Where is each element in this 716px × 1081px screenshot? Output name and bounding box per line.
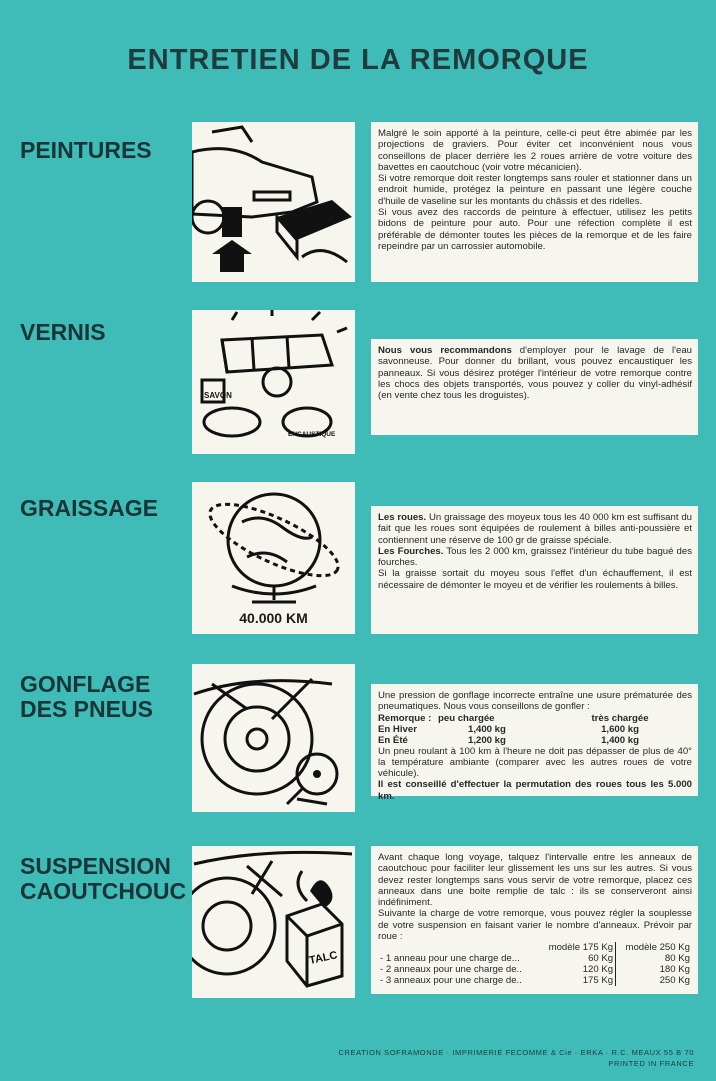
heading-peintures: PEINTURES xyxy=(20,137,152,163)
text-suspension xyxy=(371,846,698,994)
table-cell: 1,400 kg xyxy=(601,734,639,746)
footer-printed: PRINTED IN FRANCE xyxy=(608,1059,694,1068)
encaustique-label: ENCAUSTIQUE xyxy=(288,431,336,438)
table-cell: 60 Kg xyxy=(588,953,614,965)
footer-credits: CREATION SOFRAMONDE · IMPRIMERIE FECOMME & Cie · ERKA · R.C. MEAUX 55 B 70 xyxy=(338,1048,694,1057)
heading-line: CAOUTCHOUC xyxy=(20,878,187,904)
table-cell: - 2 anneaux pour une charge de.. xyxy=(380,964,522,976)
paragraph: Malgré le soin apporté à la peinture, celle-ci peut être abimée par les projections de graviers. Pour éviter cet inconvénient nous vous conseillons de placer derrière les 2 roues arrière de votre voiture des bavettes en caoutchouc (voir votre mécanicien). xyxy=(378,128,692,173)
vernis-text: d'employer pour le lavage de l'eau savonneuse. Pour donner du brillant, vous pouvez encaustiquer les panneaux. Si vous désirez protéger l'intérieur de votre remorque contre les chocs des objets transportés, vous pouvez y coller du vinyl-adhésif (en vente chez tous les droguistes). xyxy=(378,345,692,402)
table-head: modèle 175 Kg xyxy=(548,942,614,954)
heading-line: SUSPENSION xyxy=(20,853,171,879)
paragraph: Avant chaque long voyage, talquez l'intervalle entre les anneaux de caoutchouc pour faciliter leur glissement les uns sur les autres. Si vous devez rester longtemps sans vous servir de votre remorque, placez ces anneaux dans une boite remplie de talc : ils se conserveront ainsi indéfiniment. xyxy=(378,852,692,909)
illustration-suspension-talc xyxy=(192,846,355,998)
rings-table xyxy=(378,942,692,986)
km-label: 40.000 KM xyxy=(239,610,308,626)
table-head: peu chargée xyxy=(438,712,495,724)
illustration-tire-gauge xyxy=(192,664,355,812)
illustration-trailer-washing xyxy=(192,310,355,454)
paragraph xyxy=(378,546,692,569)
table-row xyxy=(378,724,692,735)
table-cell xyxy=(378,942,539,953)
table-cell: 120 Kg xyxy=(582,964,614,976)
text-gonflage xyxy=(371,684,698,802)
paragraph: Suivante la charge de votre remorque, vous pouvez régler la souplesse de votre suspension en faisant varier le nombre d'anneaux. Prévoir par roue : xyxy=(378,908,692,943)
text-graissage xyxy=(371,506,698,634)
vernis-lead: Nous vous recommandons xyxy=(378,345,512,356)
trailer-icon xyxy=(192,310,355,454)
roues-lead: Les roues. xyxy=(378,512,427,523)
table-row xyxy=(378,964,692,975)
section-vernis xyxy=(0,306,716,456)
table-cell: 250 Kg xyxy=(616,975,692,986)
table-head: modèle 250 Kg xyxy=(616,942,692,953)
tire-gauge-icon xyxy=(192,664,355,812)
table-cell: 80 Kg xyxy=(616,953,692,964)
heading-vernis: VERNIS xyxy=(20,319,106,345)
suspension-icon xyxy=(192,846,355,998)
paragraph xyxy=(378,512,692,546)
illustration-globe xyxy=(192,482,355,634)
roues-text: Un graissage des moyeux tous les 40 000 km est suffisant du fait que les roues sont équipées de roulement à billes anti-poussière et contiennent une réserve de 100 gr de graisse spéciale. xyxy=(378,512,693,546)
page-title: ENTRETIEN DE LA REMORQUE xyxy=(127,44,589,76)
paragraph: Si la graisse sortait du moyeu sous l'effet d'un échauffement, il est nécessaire de démonter le moyeu et de vérifier les roulements à billes. xyxy=(378,568,692,591)
car-icon xyxy=(192,122,355,282)
section-suspension xyxy=(0,842,716,1002)
heading-suspension xyxy=(20,854,186,904)
table-head: très chargée xyxy=(591,712,649,724)
pressure-table xyxy=(378,713,692,746)
heading-line: DES PNEUS xyxy=(20,696,153,722)
table-head: Remorque : xyxy=(378,712,432,724)
table-row xyxy=(378,975,692,986)
table-cell: - 3 anneaux pour une charge de.. xyxy=(380,975,522,987)
text-peintures xyxy=(371,122,698,282)
paragraph: Si vous avez des raccords de peinture à effectuer, utilisez les petits bidons de peinture pour auto. Pour une réfection complète il est préférable de démonter toutes les pièces de la remorque et de les faire repeindre par un carrossier automobile. xyxy=(378,207,692,252)
paragraph: Si votre remorque doit rester longtemps sans rouler et stationner dans un endroit humide, protégez la peinture en passant une légère couche d'huile de vaseline sur les montants du châssis et des ridelles. xyxy=(378,173,692,207)
table-cell: En Été xyxy=(378,734,408,746)
paragraph: Il est conseillé d'effectuer la permutation des roues tous les 5.000 km. xyxy=(378,779,692,802)
table-cell: 180 Kg xyxy=(616,964,692,975)
section-gonflage xyxy=(0,660,716,820)
footer xyxy=(338,1047,694,1069)
savon-label: SAVON xyxy=(204,391,232,400)
heading-graissage: GRAISSAGE xyxy=(20,495,159,521)
paragraph: Un pneu roulant à 100 km à l'heure ne doit pas dépasser de plus de 40° la température ambiante (comparer avec les autres roues de votre véhicule). xyxy=(378,745,692,780)
fourches-text: Tous les 2 000 km, graissez l'intérieur du tube bagué des fourches. xyxy=(378,545,692,569)
table-cell: 1,200 kg xyxy=(468,734,506,746)
talc-label: TALC xyxy=(308,949,339,967)
section-graissage xyxy=(0,478,716,638)
table-row xyxy=(378,735,692,746)
heading-line: GONFLAGE xyxy=(20,671,151,697)
section-peintures xyxy=(0,118,716,288)
illustration-car-mudflaps xyxy=(192,122,355,282)
table-cell: - 1 anneau pour une charge de... xyxy=(380,953,520,965)
table-cell: 175 Kg xyxy=(582,975,614,987)
table-cell: En Hiver xyxy=(378,723,417,735)
paragraph: Une pression de gonflage incorrecte entraîne une usure prématurée des pneumatiques. Nous vous conseillons de gonfler : xyxy=(378,690,692,713)
table-cell: 1,600 kg xyxy=(601,723,639,735)
heading-gonflage xyxy=(20,672,153,722)
table-cell: 1,400 kg xyxy=(468,723,506,735)
paragraph xyxy=(378,345,692,401)
table-row xyxy=(378,953,692,964)
text-vernis xyxy=(371,339,698,435)
fourches-lead: Les Fourches. xyxy=(378,545,444,557)
